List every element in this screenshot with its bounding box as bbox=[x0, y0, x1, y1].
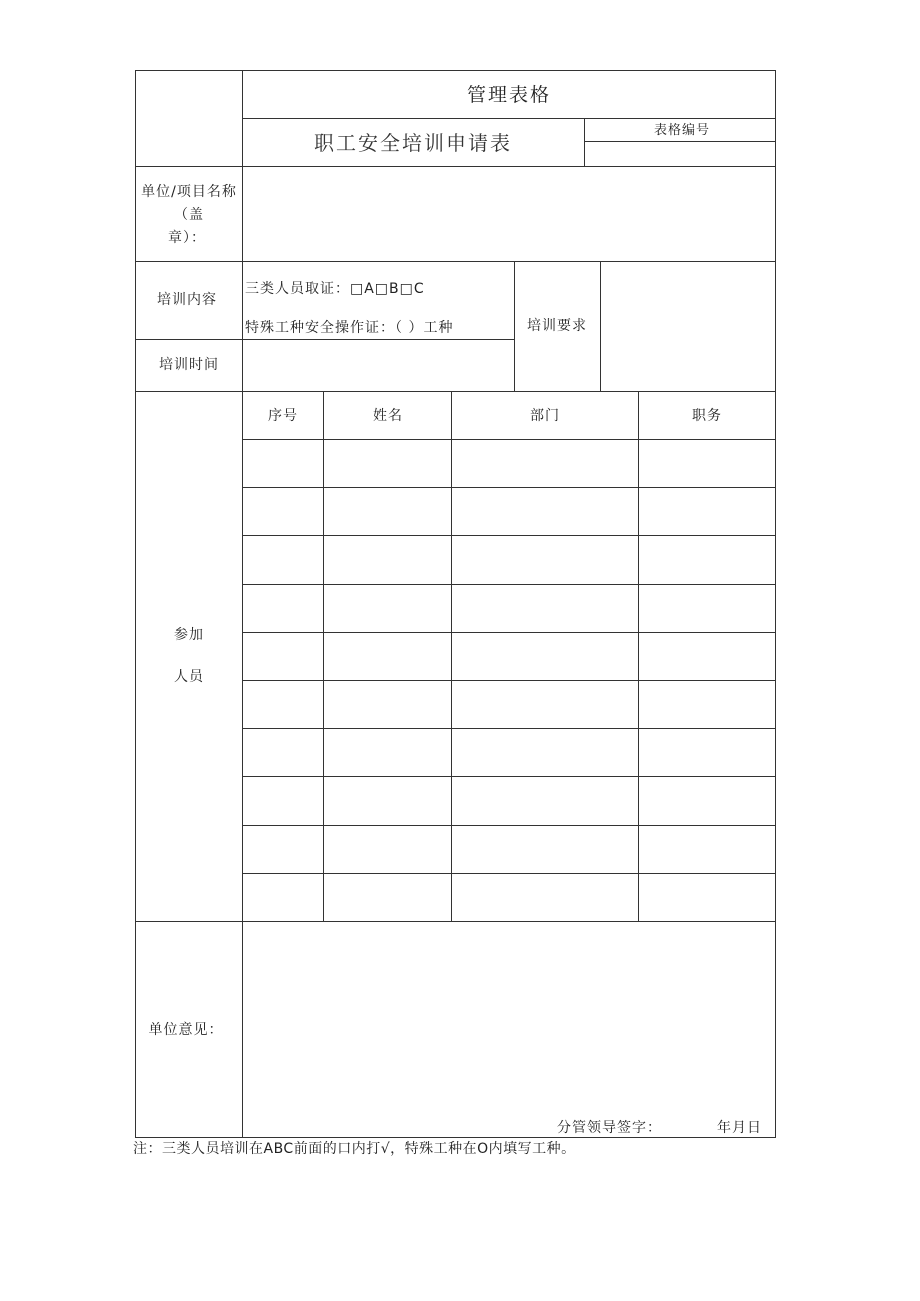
table-cell-name[interactable] bbox=[327, 685, 447, 723]
table-cell-position[interactable] bbox=[642, 685, 771, 723]
training-content-label: 培训内容 bbox=[157, 292, 217, 308]
signature-date-label: 年月日 bbox=[717, 1120, 762, 1136]
column-header-name: 姓名 bbox=[373, 408, 403, 424]
form-number-midline bbox=[584, 141, 776, 142]
table-cell-position[interactable] bbox=[642, 733, 771, 771]
opinion-divider bbox=[242, 921, 243, 1137]
form-title: 职工安全培训申请表 bbox=[314, 131, 512, 155]
table-cell-name[interactable] bbox=[327, 492, 447, 530]
table-cell-department[interactable] bbox=[455, 637, 634, 675]
unit-row-divider bbox=[242, 166, 243, 262]
table-cell-number[interactable] bbox=[246, 830, 319, 868]
column-header-department: 部门 bbox=[530, 408, 560, 424]
table-cell-department[interactable] bbox=[455, 685, 634, 723]
header-midline bbox=[242, 118, 776, 119]
table-cell-number[interactable] bbox=[246, 637, 319, 675]
form-number-label: 表格编号 bbox=[653, 123, 711, 138]
table-cell-department[interactable] bbox=[455, 540, 634, 578]
table-cell-number[interactable] bbox=[246, 444, 319, 482]
unit-row-bottom-line bbox=[135, 261, 776, 262]
table-cell-name[interactable] bbox=[327, 540, 447, 578]
training-label-divider bbox=[242, 261, 243, 391]
table-cell-position[interactable] bbox=[642, 781, 771, 819]
training-time-field[interactable] bbox=[250, 348, 506, 384]
table-cell-number[interactable] bbox=[246, 878, 319, 916]
table-cell-department[interactable] bbox=[455, 589, 634, 627]
row-separator bbox=[242, 632, 776, 633]
row-separator bbox=[242, 584, 776, 585]
training-section-bottom-line bbox=[135, 391, 776, 392]
table-cell-department[interactable] bbox=[455, 781, 634, 819]
row-separator bbox=[242, 487, 776, 488]
table-cell-name[interactable] bbox=[327, 781, 447, 819]
table-cell-number[interactable] bbox=[246, 492, 319, 530]
unit-label-line2: （盖 bbox=[174, 207, 204, 223]
table-cell-number[interactable] bbox=[246, 540, 319, 578]
training-time-label: 培训时间 bbox=[159, 357, 219, 373]
training-requirement-label: 培训要求 bbox=[527, 318, 587, 334]
table-cell-position[interactable] bbox=[642, 830, 771, 868]
participants-label-line1: 参加 bbox=[174, 627, 204, 643]
unit-label-line3: 章）： bbox=[168, 230, 206, 246]
table-cell-name[interactable] bbox=[327, 637, 447, 675]
column-divider-position bbox=[638, 391, 639, 922]
row-separator bbox=[242, 680, 776, 681]
form-category-title: 管理表格 bbox=[466, 84, 552, 106]
participants-header-bottom-line bbox=[242, 439, 776, 440]
table-cell-department[interactable] bbox=[455, 492, 634, 530]
table-cell-name[interactable] bbox=[327, 589, 447, 627]
special-work-certificate-option[interactable]: 特殊工种安全操作证：（ ）工种 bbox=[245, 320, 454, 336]
footnote: 注：三类人员培训在ABC前面的口内打√，特殊工种在O内填写工种。 bbox=[133, 1141, 576, 1157]
table-cell-position[interactable] bbox=[642, 637, 771, 675]
training-requirement-divider bbox=[600, 261, 601, 391]
form-border-right bbox=[775, 70, 776, 1138]
table-cell-position[interactable] bbox=[642, 878, 771, 916]
participants-label-divider bbox=[242, 391, 243, 922]
unit-name-field[interactable] bbox=[250, 175, 766, 253]
table-cell-name[interactable] bbox=[327, 878, 447, 916]
table-cell-name[interactable] bbox=[327, 830, 447, 868]
column-divider-name bbox=[323, 391, 324, 922]
table-cell-position[interactable] bbox=[642, 444, 771, 482]
unit-opinion-field[interactable] bbox=[250, 930, 766, 1110]
table-cell-number[interactable] bbox=[246, 589, 319, 627]
row-separator bbox=[242, 776, 776, 777]
participants-bottom-line bbox=[135, 921, 776, 922]
row-separator bbox=[242, 825, 776, 826]
table-cell-department[interactable] bbox=[455, 733, 634, 771]
participants-label-line2: 人员 bbox=[174, 669, 204, 685]
table-cell-position[interactable] bbox=[642, 540, 771, 578]
table-cell-name[interactable] bbox=[327, 444, 447, 482]
column-divider-department bbox=[451, 391, 452, 922]
training-options-divider bbox=[514, 261, 515, 391]
form-number-divider bbox=[584, 118, 585, 166]
leader-signature-label: 分管领导签字： bbox=[557, 1120, 662, 1136]
row-separator bbox=[242, 873, 776, 874]
table-cell-name[interactable] bbox=[327, 733, 447, 771]
table-cell-position[interactable] bbox=[642, 589, 771, 627]
table-cell-number[interactable] bbox=[246, 733, 319, 771]
three-types-certificate-option[interactable]: 三类人员取证：□A□B□C bbox=[245, 281, 425, 297]
table-cell-department[interactable] bbox=[455, 878, 634, 916]
header-bottom-line bbox=[135, 166, 776, 167]
training-content-bottom-line bbox=[135, 339, 515, 340]
table-cell-department[interactable] bbox=[455, 444, 634, 482]
row-separator bbox=[242, 535, 776, 536]
training-requirement-field[interactable] bbox=[608, 270, 768, 382]
row-separator bbox=[242, 728, 776, 729]
table-cell-number[interactable] bbox=[246, 781, 319, 819]
form-border-top bbox=[135, 70, 776, 71]
form-border-bottom bbox=[135, 1137, 776, 1138]
form-number-value[interactable] bbox=[592, 147, 768, 163]
column-header-position: 职务 bbox=[692, 408, 722, 424]
unit-opinion-label: 单位意见： bbox=[148, 1022, 224, 1038]
table-cell-number[interactable] bbox=[246, 685, 319, 723]
form-border-left bbox=[135, 70, 136, 1138]
table-cell-department[interactable] bbox=[455, 830, 634, 868]
unit-label-line1: 单位/项目名称 bbox=[141, 184, 237, 200]
table-cell-position[interactable] bbox=[642, 492, 771, 530]
column-header-number: 序号 bbox=[268, 408, 298, 424]
